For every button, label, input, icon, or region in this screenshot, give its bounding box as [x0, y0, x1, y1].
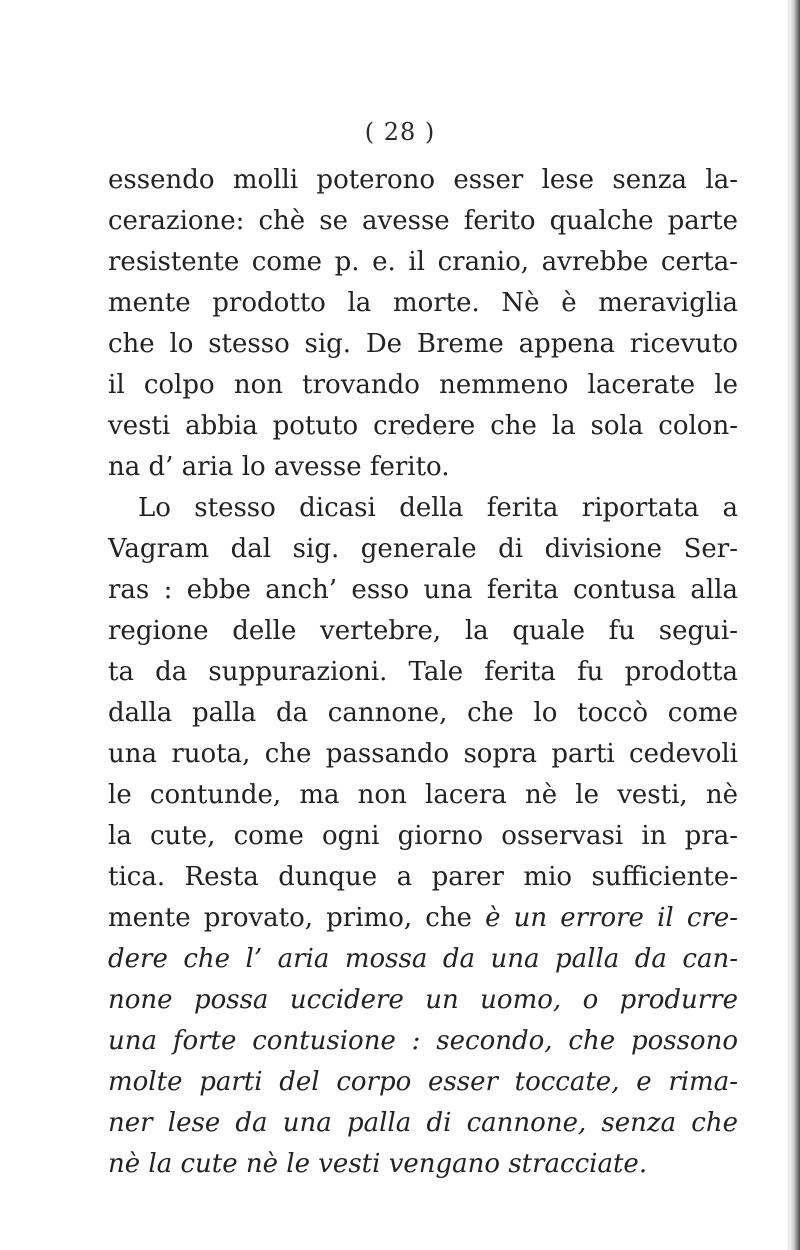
text-line: molte parti del corpo esser toccate, e rima-: [108, 1067, 738, 1097]
text-line: ner lese da una palla di cannone, senza che: [108, 1108, 738, 1138]
text-line: tica. Resta dunque a parer mio sufficiente-: [108, 862, 738, 892]
text-line: dalla palla da cannone, che lo toccò come: [108, 698, 738, 728]
text-line: una ruota, che passando sopra parti cedevoli: [108, 739, 738, 769]
roman-segment: mente provato, primo, che: [108, 903, 472, 933]
text-line: ta da suppurazioni. Tale ferita fu prodotta: [108, 657, 738, 687]
text-line: una forte contusione : secondo, che possono: [108, 1026, 738, 1056]
text-line: none possa uccidere un uomo, o produrre: [108, 985, 738, 1015]
text-line: ras : ebbe anch’ esso una ferita contusa alla: [108, 575, 738, 605]
text-line: cerazione: chè se avesse ferito qualche parte: [108, 206, 738, 236]
text-line: nè la cute nè le vesti vengano stracciate.: [108, 1149, 648, 1179]
text-line: dere che l’ aria mossa da una palla da can-: [108, 944, 738, 974]
text-line: la cute, come ogni giorno osservasi in pra-: [108, 821, 738, 851]
text-line: le contunde, ma non lacera nè le vesti, nè: [108, 780, 738, 810]
italic-segment: è un errore il cre-: [485, 903, 738, 933]
page-edge: [790, 0, 800, 1250]
text-line: Vagram dal sig. generale di divisione Ser-: [108, 534, 738, 564]
page-number: ( 28 ): [364, 118, 436, 146]
text-line: resistente come p. e. il cranio, avrebbe certa-: [108, 247, 738, 277]
text-line: na d’ aria lo avesse ferito.: [108, 452, 450, 482]
text-line: mente prodotto la morte. Nè è meraviglia: [108, 288, 738, 318]
body-text: [108, 160, 738, 1185]
text-line: il colpo non trovando nemmeno lacerate le: [108, 370, 738, 400]
text-line: che lo stesso sig. De Breme appena ricevuto: [108, 329, 738, 359]
text-line: Lo stesso dicasi della ferita riportata a: [138, 493, 738, 523]
text-line: regione delle vertebre, la quale fu segui-: [108, 616, 738, 646]
text-line-mixed: [108, 898, 738, 939]
text-line: essendo molli poterono esser lese senza la-: [108, 165, 738, 195]
text-line: vesti abbia potuto credere che la sola colon-: [108, 411, 738, 441]
